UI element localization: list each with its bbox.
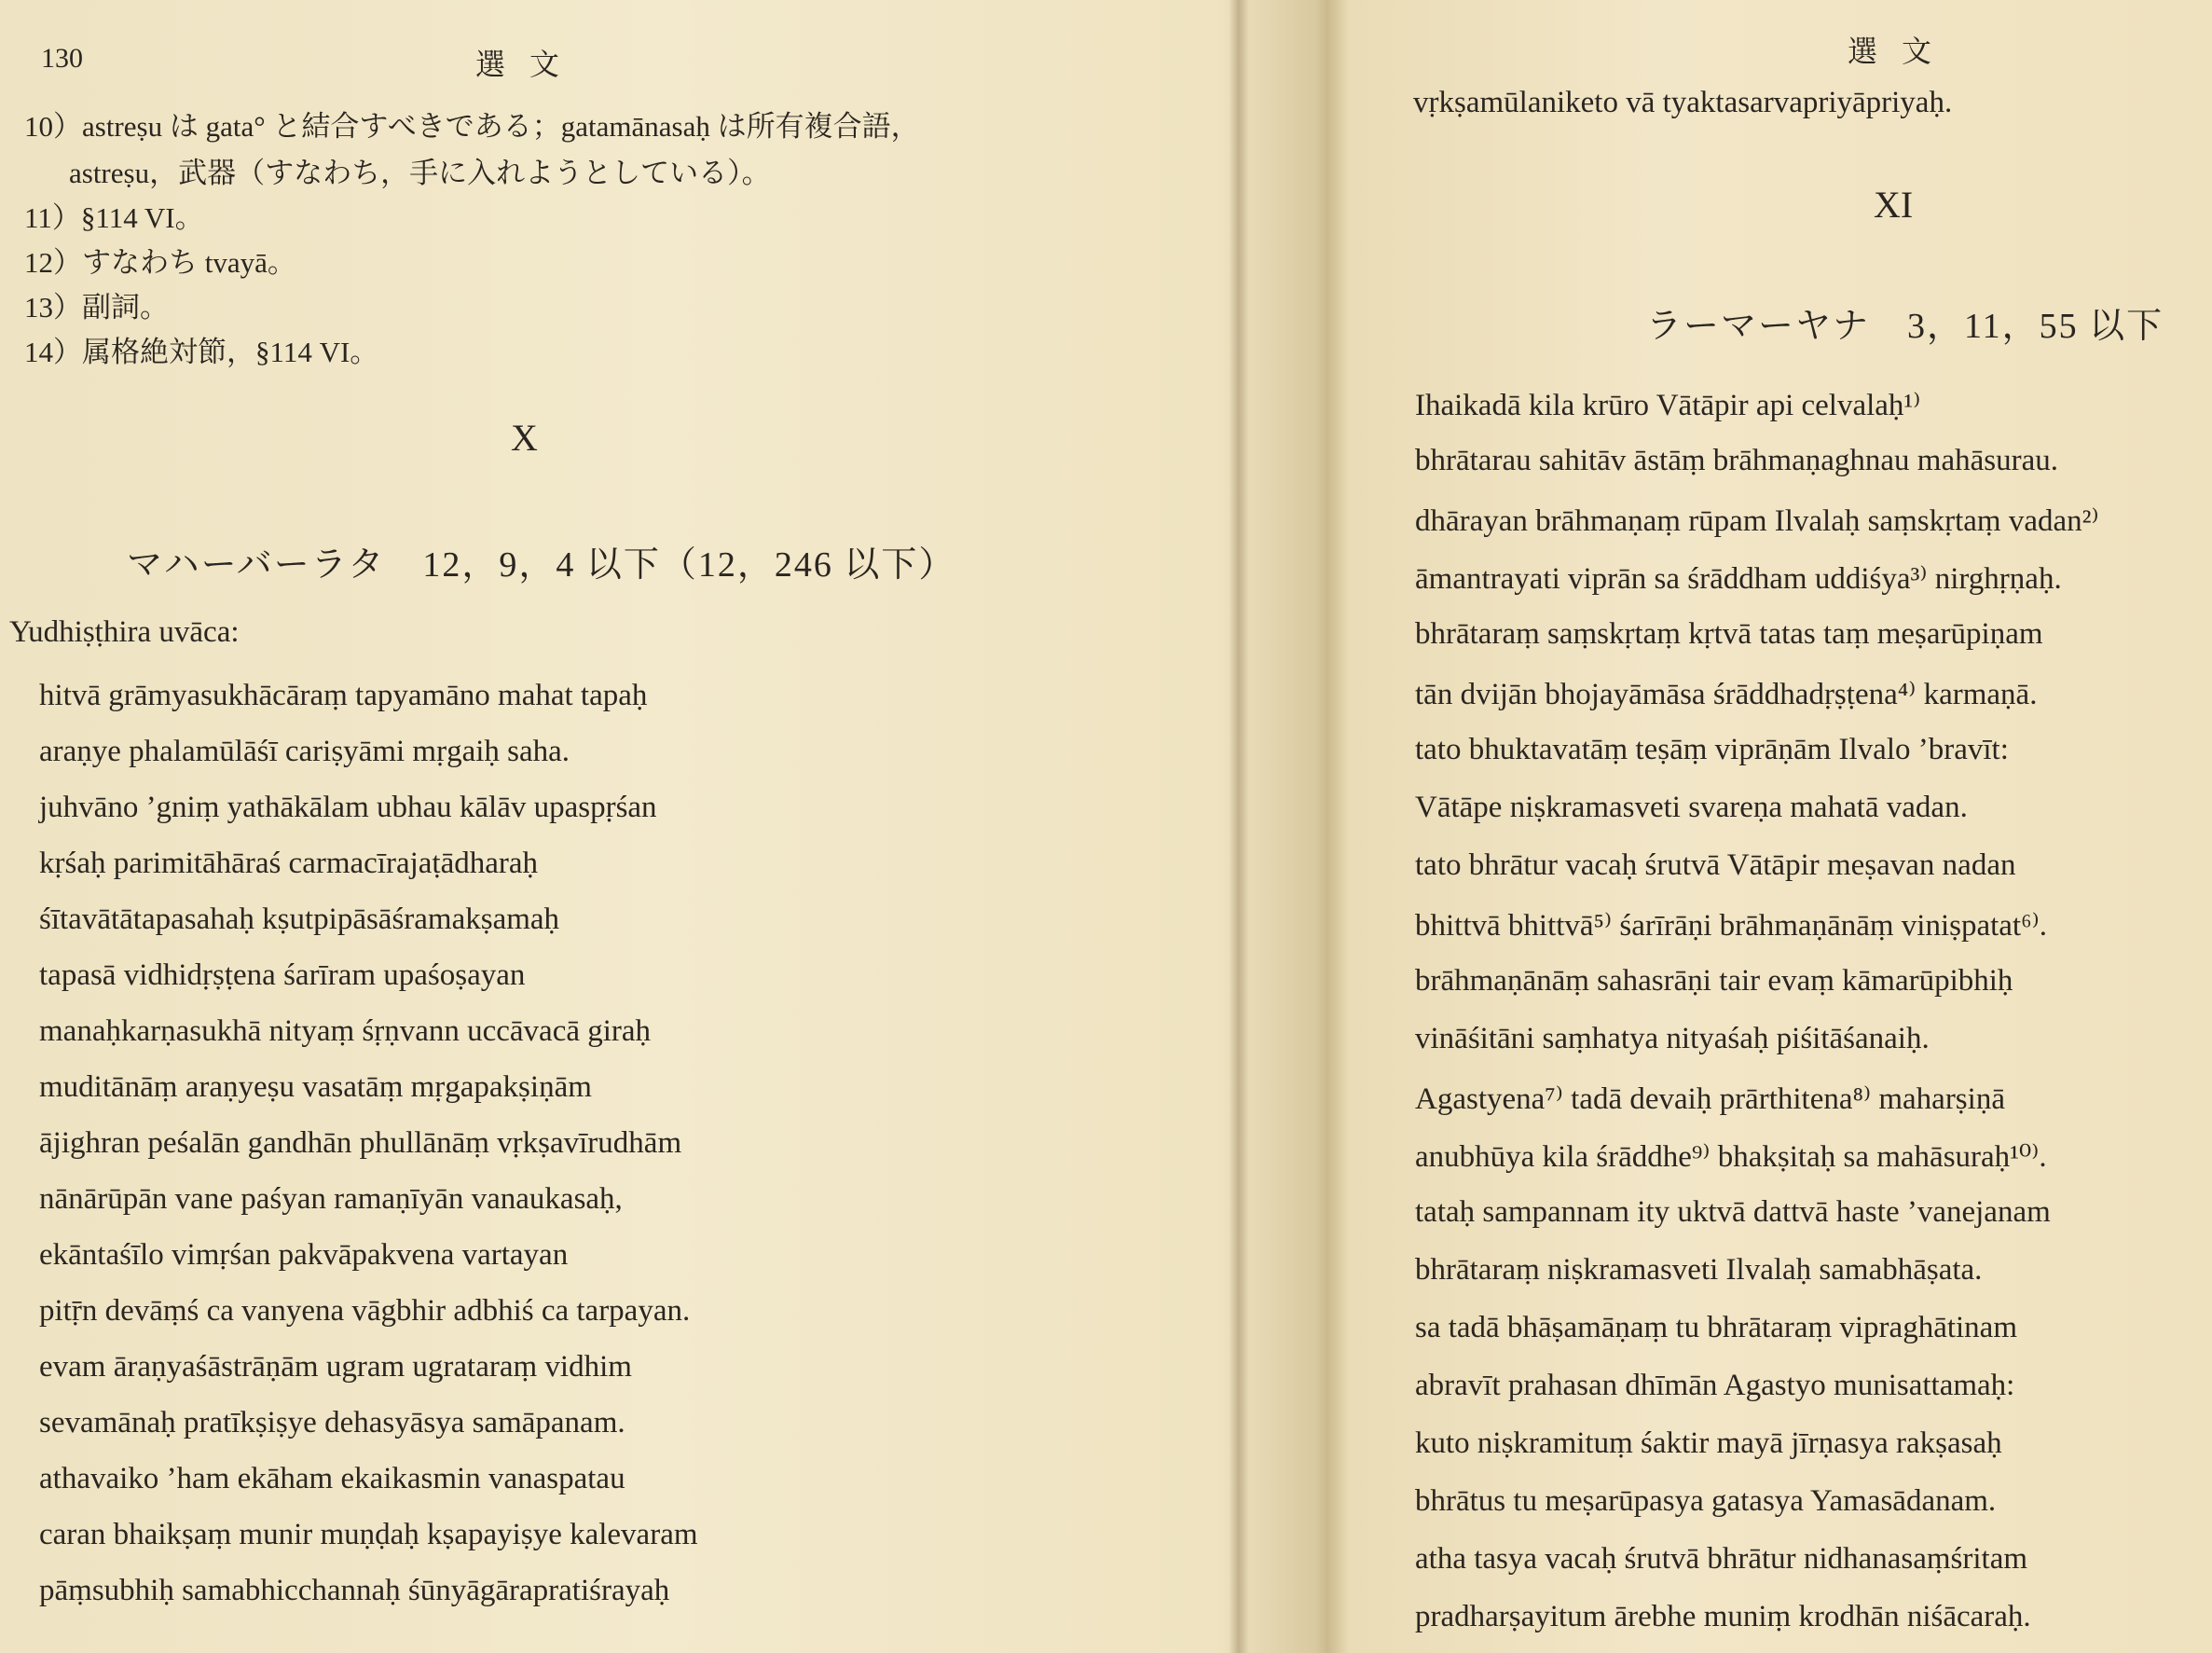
verse-line: brāhmaṇānāṃ sahasrāṇi tair evaṃ kāmarūpibhiḥ: [1415, 964, 2013, 998]
verse-line: nānārūpān vane paśyan ramaṇīyān vanaukasaḥ,: [39, 1182, 623, 1216]
footnote-13: 13）副詞。: [24, 291, 169, 324]
verse-line: bhittvā bhittvā⁵⁾ śarīrāṇi brāhmaṇānāṃ viniṣpatat⁶⁾.: [1415, 909, 2047, 943]
verse-line: pāṃsubhiḥ samabhicchannaḥ śūnyāgārapratiśrayaḥ: [39, 1574, 670, 1607]
verse-line: bhrātus tu meṣarūpasya gatasya Yamasādanam.: [1415, 1484, 1997, 1518]
verse-line: juhvāno ’gniṃ yathākālam ubhau kālāv upaspṛśan: [39, 791, 657, 824]
verse-line: tapasā vidhidṛṣṭena śarīram upaśoṣayan: [39, 958, 526, 992]
verse-line: atha tasya vacaḥ śrutvā bhrātur nidhanasaṃśritam: [1415, 1542, 2028, 1576]
verse-line: athavaiko ’ham ekāham ekaikasmin vanaspatau: [39, 1462, 625, 1495]
running-head-left: 選文: [475, 48, 584, 81]
verse-line: bhrātarau sahitāv āstāṃ brāhmaṇaghnau mahāsurau.: [1415, 444, 2058, 477]
verse-line: araṇye phalamūlāśī cariṣyāmi mṛgaiḥ saha.: [39, 735, 570, 768]
section-title-mahabharata: マハーバーラタ 12，9，4 以下（12，246 以下）: [127, 545, 956, 585]
verse-line: sevamānaḥ pratīkṣiṣye dehasyāsya samāpanam.: [39, 1406, 625, 1439]
verse-line: anubhūya kila śrāddhe⁹⁾ bhakṣitaḥ sa mahāsuraḥ¹⁰⁾.: [1415, 1140, 2047, 1174]
verse-line: abravīt prahasan dhīmān Agastyo munisattamaḥ:: [1415, 1369, 2015, 1402]
footnote-10: 10）astreṣu は gata° と結合すべきである；gatamānasaḥ は所有複合語，: [24, 110, 920, 143]
verse-line: Ihaikadā kila krūro Vātāpir api celvalaḥ¹⁾: [1415, 389, 1921, 422]
verse-line: āmantrayati viprān sa śrāddham uddiśya³⁾ nirghṛṇaḥ.: [1415, 562, 2062, 596]
verse-line: tān dvijān bhojayāmāsa śrāddhadṛṣṭena⁴⁾ karmaṇā.: [1415, 678, 2038, 711]
verse-line: dhārayan brāhmaṇaṃ rūpam Ilvalaḥ saṃskṛtaṃ vadan²⁾: [1415, 504, 2099, 538]
verse-line: tato bhuktavatāṃ teṣāṃ viprāṇām Ilvalo ’bravīt:: [1415, 733, 2009, 766]
verse-line: ekāntaśīlo vimṛśan pakvāpakvena vartayan: [39, 1238, 569, 1272]
verse-line: Vātāpe niṣkramasveti svareṇa mahatā vadan.: [1415, 791, 1968, 824]
verse-line: pitṝn devāṃś ca vanyena vāgbhir adbhiś ca tarpayan.: [39, 1294, 691, 1328]
verse-line: muditānāṃ araṇyeṣu vasatāṃ mṛgapakṣiṇām: [39, 1070, 592, 1104]
running-head-right: 選文: [1848, 34, 1957, 68]
verse-line: hitvā grāmyasukhācāraṃ tapyamāno mahat tapaḥ: [39, 679, 648, 712]
verse-line: vināśitāni saṃhatya nityaśaḥ piśitāśanaiḥ.: [1415, 1022, 1930, 1055]
verse-line: ājighran peśalān gandhān phullānāṃ vṛkṣavīrudhām: [39, 1126, 682, 1160]
page-number: 130: [41, 43, 83, 74]
verse-line: kuto niṣkramituṃ śaktir mayā jīrṇasya rakṣasaḥ: [1415, 1426, 2002, 1460]
right-page: [1240, 0, 2212, 1653]
footnote-14: 14）属格絶対節，§114 VI。: [24, 336, 379, 368]
verse-line: tataḥ sampannam ity uktvā dattvā haste ’vanejanam: [1415, 1195, 2051, 1229]
verse-line: bhrātaraṃ niṣkramasveti Ilvalaḥ samabhāṣata.: [1415, 1253, 1983, 1287]
verse-line: caran bhaikṣaṃ munir muṇḍaḥ kṣapayiṣye kalevaram: [39, 1518, 698, 1551]
verse-line: manaḥkarṇasukhā nityaṃ śṛṇvann uccāvacā giraḥ: [39, 1014, 652, 1048]
verse-line: pradharṣayitum ārebhe muniṃ krodhān niśācaraḥ.: [1415, 1600, 2031, 1633]
section-numeral-xi: XI: [1874, 184, 1914, 226]
section-title-ramayana: ラーマーヤナ 3，11，55 以下: [1646, 307, 2164, 346]
carryover-verse-line: vṛkṣamūlaniketo vā tyaktasarvapriyāpriyaḥ.: [1413, 86, 1953, 119]
verse-line: śītavātātapasahaḥ kṣutpipāsāśramakṣamaḥ: [39, 902, 560, 936]
verse-line: evam āraṇyaśāstrāṇām ugram ugrataraṃ vidhim: [39, 1350, 632, 1384]
speaker-line: Yudhiṣṭhira uvāca:: [9, 615, 240, 649]
verse-line: kṛśaḥ parimitāhāraś carmacīrajaṭādharaḥ: [39, 847, 539, 880]
verse-line: tato bhrātur vacaḥ śrutvā Vātāpir meṣavan nadan: [1415, 848, 2016, 882]
verse-line: bhrātaraṃ saṃskṛtaṃ kṛtvā tatas taṃ meṣarūpiṇam: [1415, 617, 2043, 651]
section-numeral-x: X: [511, 417, 538, 459]
verse-line: Agastyena⁷⁾ tadā devaiḥ prārthitena⁸⁾ maharṣiṇā: [1415, 1082, 2005, 1116]
footnote-12: 12）すなわち tvayā。: [24, 246, 296, 279]
footnote-11: 11）§114 VI。: [24, 201, 204, 234]
footnote-10-continued: astreṣu，武器（すなわち，手に入れようとしている）。: [69, 157, 771, 189]
verse-line: sa tadā bhāṣamāṇaṃ tu bhrātaraṃ vipraghātinam: [1415, 1311, 2017, 1344]
